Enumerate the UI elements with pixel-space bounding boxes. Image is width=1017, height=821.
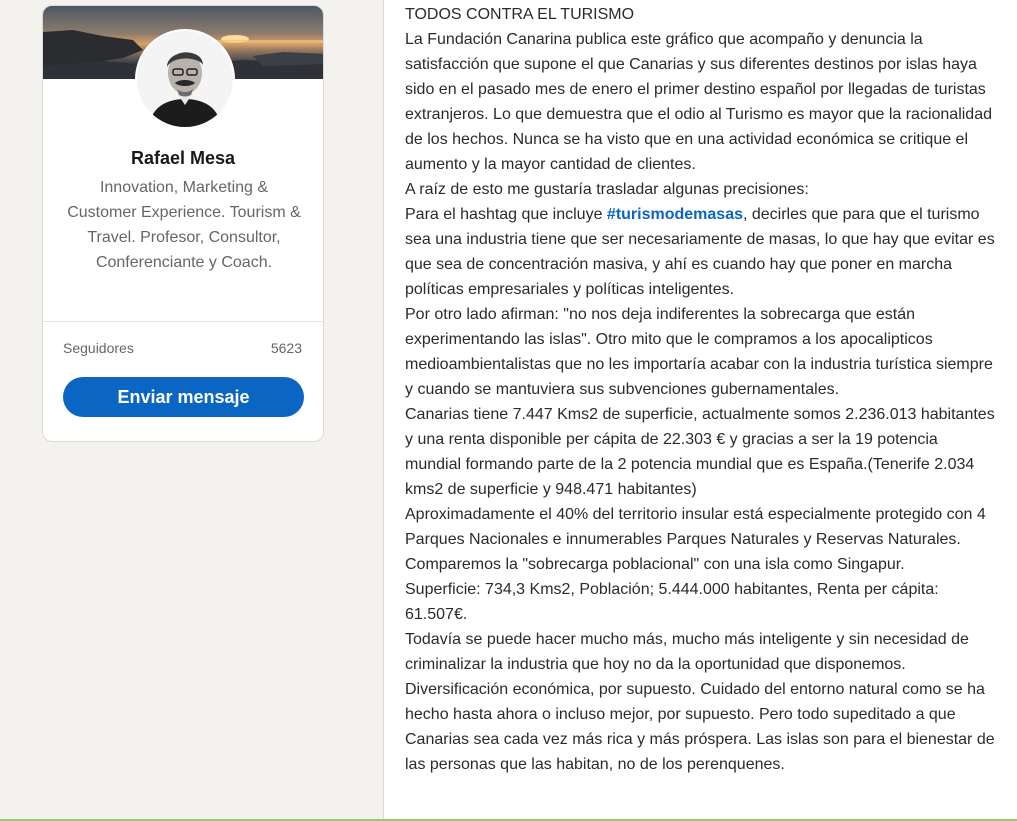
article-paragraph: Canarias tiene 7.447 Kms2 de superficie, actualmente somos 2.236.013 habitantes y una renta disponible per cápita de 22.303 € y gracias a ser la 19 potencia mundial formando parte de la 2 potencia mundial que es España.(Tenerife 2.034 kms2 de superficie y 948.471 habitantes) (405, 406, 995, 498)
paragraph-text: Para el hashtag que incluye (405, 206, 607, 223)
hashtag-link[interactable]: #turismodemasas (606, 206, 743, 223)
article-paragraph: A raíz de esto me gustaría trasladar algunas precisiones: (405, 181, 809, 198)
article-panel (383, 0, 1017, 821)
divider (43, 321, 323, 322)
article-paragraph: La Fundación Canarina publica este gráfico que acompaño y denuncia la satisfacción que supone el que Canarias y sus diferentes destinos por islas haya sido en el pasado mes de enero el primer destino español por llegadas de turistas extranjeros. Lo que demuestra que el odio al Turismo es mayor que la racionalidad de los hechos. Nunca se ha visto que en una actividad económica se critique el aumento y la mayor cantidad de clientes. (405, 31, 992, 173)
article-body (405, 2, 995, 777)
paragraph-text: , decirles que para que el turismo sea una industria tiene que ser necesariamente de masas, lo que hay que evitar es que sea de concentración masiva, y ahí es cuando hay que poner en marcha políticas empresariales y políticas inteligentes. (405, 206, 995, 298)
followers-count: 5623 (270, 340, 302, 356)
article-paragraph: Diversificación económica, por supuesto. Cuidado del entorno natural como se ha hecho hasta ahora o incluso mejor, por supuesto. Pero todo supeditado a que Canarias sea cada vez más rica y más próspera. Las islas son para el bienestar de las personas que las habitan, no de los perenquenes. (405, 681, 995, 773)
article-title: TODOS CONTRA EL TURISMO (405, 6, 635, 23)
article-paragraph: Comparemos la "sobrecarga poblacional" con una isla como Singapur. (405, 556, 905, 573)
profile-card (42, 5, 324, 442)
article-paragraph: Superficie: 734,3 Kms2, Población; 5.444.000 habitantes, Renta per cápita: 61.507€. (405, 581, 939, 623)
article-paragraph: Todavía se puede hacer mucho más, mucho más inteligente y sin necesidad de criminalizar la industria que hoy no da la oportunidad que disponemos. (405, 631, 969, 673)
article-paragraph (405, 202, 995, 302)
send-message-button[interactable]: Enviar mensaje (63, 377, 304, 417)
profile-name[interactable]: Rafael Mesa (130, 148, 236, 168)
followers-label: Seguidores (63, 340, 134, 356)
person-photo-icon (137, 31, 233, 127)
profile-headline: Innovation, Marketing & Customer Experience. Tourism & Travel. Profesor, Consultor, Conferenciante y Coach. (67, 179, 301, 271)
article-paragraph: Aproximadamente el 40% del territorio insular está especialmente protegido con 4 Parques Nacionales e innumerables Parques Naturales y Reservas Naturales. (405, 506, 986, 548)
article-paragraph: Por otro lado afirman: "no nos deja indiferentes la sobrecarga que están experimentando las islas". Otro mito que le compramos a los apocalipticos medioambientalistas que no les importaría acabar con la industria turística siempre y cuando se mantuviera sus subvenciones gubernamentales. (405, 306, 993, 398)
avatar[interactable] (135, 29, 235, 129)
